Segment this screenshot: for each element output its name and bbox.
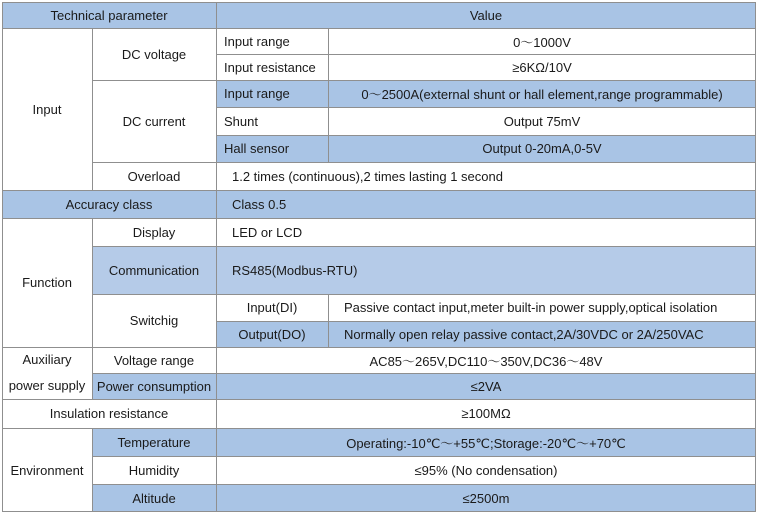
- insulation-value: ≥100MΩ: [216, 399, 756, 428]
- grid-line: [2, 2, 756, 3]
- altitude-value: ≤2500m: [216, 484, 756, 512]
- auxiliary-label-line1: Auxiliary: [22, 352, 72, 367]
- altitude-label: Altitude: [92, 484, 216, 512]
- power-consumption-value: ≤2VA: [216, 373, 756, 399]
- grid-line: [2, 347, 756, 348]
- humidity-value: ≤95% (No condensation): [216, 456, 756, 484]
- voltage-range-label: Voltage range: [92, 347, 216, 373]
- switch-label: Switchig: [92, 294, 216, 347]
- grid-line: [92, 162, 756, 163]
- header-value: Value: [216, 2, 756, 28]
- grid-line: [92, 28, 93, 190]
- communication-label: Communication: [92, 246, 216, 294]
- grid-line: [216, 135, 756, 136]
- switch-input-label: Input(DI): [216, 294, 328, 321]
- grid-line: [92, 246, 756, 247]
- dc-current-shunt-value: Output 75mV: [328, 107, 756, 135]
- accuracy-label: Accuracy class: [2, 190, 216, 218]
- temperature-value: Operating:-10℃～+55℃;Storage:-20℃～+70℃: [216, 428, 756, 456]
- insulation-label: Insulation resistance: [2, 399, 216, 428]
- accuracy-value: Class 0.5: [216, 190, 756, 218]
- group-input: Input: [2, 28, 92, 190]
- overload-label: Overload: [92, 162, 216, 190]
- grid-line: [92, 294, 756, 295]
- overload-value: 1.2 times (continuous),2 times lasting 1 second: [216, 162, 756, 190]
- grid-line: [92, 80, 756, 81]
- switch-output-label: Output(DO): [216, 321, 328, 347]
- grid-line: [92, 218, 93, 399]
- humidity-label: Humidity: [92, 456, 216, 484]
- power-consumption-label: Power consumption: [92, 373, 216, 399]
- grid-line: [216, 54, 756, 55]
- grid-line: [216, 321, 756, 322]
- grid-line: [216, 107, 756, 108]
- group-auxiliary: [2, 347, 92, 399]
- grid-line: [755, 2, 756, 512]
- dc-voltage-range-label: Input range: [216, 28, 328, 54]
- dc-voltage-label: DC voltage: [92, 28, 216, 80]
- grid-line: [92, 456, 756, 457]
- group-environment: Environment: [2, 428, 92, 512]
- dc-current-hall-label: Hall sensor: [216, 135, 328, 162]
- grid-line: [92, 373, 756, 374]
- auxiliary-label-line2: power supply: [8, 378, 86, 393]
- dc-voltage-resistance-value: ≥6KΩ/10V: [328, 54, 756, 80]
- grid-line: [2, 190, 756, 191]
- dc-voltage-resistance-label: Input resistance: [216, 54, 328, 80]
- grid-line: [328, 294, 329, 347]
- grid-line: [2, 428, 756, 429]
- dc-voltage-range-value: 0～1000V: [328, 28, 756, 54]
- display-label: Display: [92, 218, 216, 246]
- grid-line: [2, 2, 3, 512]
- dc-current-range-label: Input range: [216, 80, 328, 107]
- dc-current-shunt-label: Shunt: [216, 107, 328, 135]
- grid-line: [92, 428, 93, 512]
- switch-input-value: Passive contact input,meter built-in power supply,optical isolation: [328, 294, 756, 321]
- grid-line: [2, 511, 756, 512]
- dc-current-hall-value: Output 0-20mA,0-5V: [328, 135, 756, 162]
- temperature-label: Temperature: [92, 428, 216, 456]
- voltage-range-value: AC85～265V,DC110～350V,DC36～48V: [216, 347, 756, 373]
- grid-line: [2, 399, 756, 400]
- grid-line: [92, 484, 756, 485]
- dc-current-range-value: 0～2500A(external shunt or hall element,range programmable): [328, 80, 756, 107]
- communication-value: RS485(Modbus-RTU): [216, 246, 756, 294]
- grid-line: [328, 28, 329, 162]
- dc-current-label: DC current: [92, 80, 216, 162]
- switch-output-value: Normally open relay passive contact,2A/30VDC or 2A/250VAC: [328, 321, 756, 347]
- grid-line: [216, 2, 217, 512]
- group-function: Function: [2, 218, 92, 347]
- header-parameter: Technical parameter: [2, 2, 216, 28]
- display-value: LED or LCD: [216, 218, 756, 246]
- grid-line: [2, 28, 756, 29]
- grid-line: [2, 218, 756, 219]
